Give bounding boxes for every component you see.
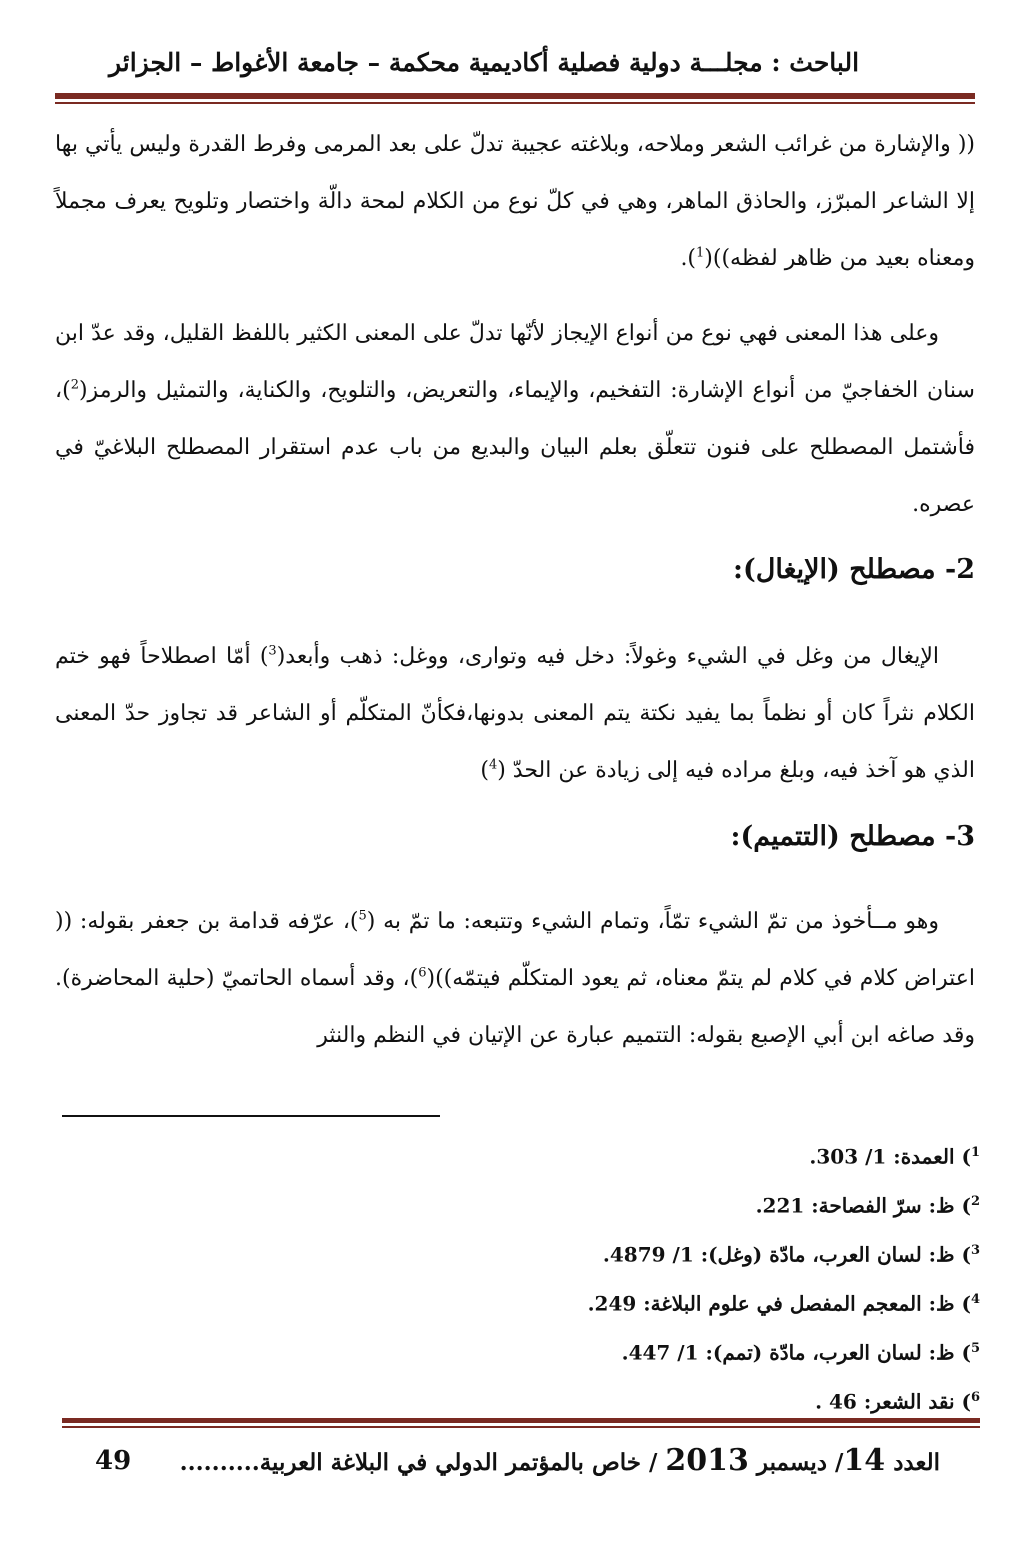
footer-month: / ديسمبر: [756, 1449, 844, 1476]
paragraph-4-text-a: وهو مــأخوذ من تمّ الشيء تمّاً، وتمام الشيء وتتبعه: ما تمّ به (: [366, 909, 939, 934]
footnote-ref-3: 3: [268, 643, 277, 659]
footnote-number: 6: [970, 1390, 980, 1405]
footer-rule-thick: [62, 1418, 980, 1423]
footnote-text: ) ظ: لسان العرب، مادّة (تمم): 1/ 447.: [621, 1340, 971, 1365]
footer-issue-info: [80, 1438, 940, 1484]
section-heading-tatmim: 3- مصطلح (التتميم):: [730, 821, 975, 852]
footnote-ref-5: 5: [358, 908, 367, 924]
paragraph-2-text-b: )، فأشتمل المصطلح على فنون تتعلّق بعلم البيان والبديع من باب عدم استقرار المصطلح البلاغيّ في عصره.: [55, 378, 975, 517]
footnote-number: 5: [970, 1341, 980, 1356]
footnote-number: 1: [970, 1145, 980, 1160]
paragraph-3-text-a: الإيغال من وغل في الشيء وغولاً: دخل فيه وتوارى، ووغل: ذهب وأبعد(: [276, 644, 939, 669]
footer-description: / خاص بالمؤتمر الدولي في البلاغة العربية..........: [179, 1449, 658, 1476]
footnote-item: [300, 1226, 980, 1275]
paragraph-2-text-a: وعلى هذا المعنى فهي نوع من أنواع الإيجاز لأنّها تدلّ على المعنى الكثير باللفظ القليل، وقد عدّ ابن سنان الخفاجيّ من أنواع الإشارة: التفخيم، والإيماء، والتعريض، والتلويح، والكناية، والتمثيل والرمز(: [55, 321, 975, 403]
footnote-text: ) العمدة: 1/ 303.: [809, 1144, 971, 1169]
footnote-ref-6: 6: [418, 965, 427, 981]
paragraph-4-text-b: )، عرّفه قدامة بن جعفر بقوله: (( اعتراض كلام في كلام لم يتمّ معناه، ثم يعود المتكلّم فيتمّه))(: [55, 909, 975, 991]
footnote-item: [300, 1177, 980, 1226]
footnote-number: 2: [970, 1194, 980, 1209]
paragraph-3-text-c: ): [480, 758, 489, 783]
footnote-ref-2: 2: [70, 377, 79, 393]
footer-rule-thin: [62, 1426, 980, 1428]
footnote-item: [300, 1373, 980, 1422]
paragraph-3: [55, 628, 975, 799]
header-rule-thick: [55, 93, 975, 99]
footnote-text: ) ظ: لسان العرب، مادّة (وغل): 1/ 4879.: [602, 1242, 971, 1267]
footnote-item: [300, 1324, 980, 1373]
paragraph-1: [55, 116, 975, 287]
header-rule-thin: [55, 102, 975, 104]
paragraph-1-text: (( والإشارة من غرائب الشعر وملاحه، وبلاغته عجيبة تدلّ على بعد المرمى وفرط القدرة وليس يأتي بها إلا الشاعر المبرّز، والحاذق الماهر، وهي في كلّ نوع من الكلام لمحة دالّة واختصار وتلويح يعرف مجملاً ومعناه بعيد من ظاهر لفظه))(: [55, 132, 975, 271]
journal-header-title: الباحث : مجلـــة دولية فصلية أكاديمية محكمة – جامعة الأغواط – الجزائر: [108, 48, 860, 77]
footer-issue-number: 14: [843, 1443, 886, 1478]
footnote-ref-1: 1: [696, 245, 705, 261]
footnote-text: ) ظ: المعجم المفصل في علوم البلاغة: 249.: [587, 1291, 971, 1316]
footnotes-list: [300, 1128, 980, 1422]
paragraph-1-tail: ).: [680, 246, 697, 271]
section-heading-ighal: 2- مصطلح (الإيغال):: [733, 554, 975, 585]
paragraph-3-text-b: ) أمّا اصطلاحاً فهو ختم الكلام نثراً كان أو نظماً بما يفيد نكتة يتم المعنى بدونها،فكأنّ المتكلّم أو الشاعر قد تجاوز حدّ المعنى الذي هو آخذ فيه، وبلغ مراده فيه إلى زيادة عن الحدّ (: [55, 644, 975, 783]
footer-issue-label: العدد: [893, 1449, 940, 1476]
footer-year: 2013: [665, 1443, 749, 1478]
footnote-ref-4: 4: [488, 757, 498, 773]
footnote-item: [300, 1275, 980, 1324]
footnote-text: ) نقد الشعر: 46 .: [815, 1389, 971, 1414]
footnote-item: [300, 1128, 980, 1177]
footnote-number: 3: [970, 1243, 980, 1258]
footnote-text: ) ظ: سرّ الفصاحة: 221.: [755, 1193, 971, 1218]
footnote-number: 4: [970, 1292, 980, 1307]
page-number: 49: [95, 1446, 132, 1476]
paragraph-2: [55, 305, 975, 533]
footnote-separator: [62, 1115, 440, 1117]
paragraph-4-text-c: )، وقد أسماه الحاتميّ (حلية المحاضرة). وقد صاغه ابن أبي الإصبع بقوله: التتميم عبارة عن الإتيان في النظم والنثر: [55, 966, 975, 1048]
paragraph-4: [55, 893, 975, 1064]
